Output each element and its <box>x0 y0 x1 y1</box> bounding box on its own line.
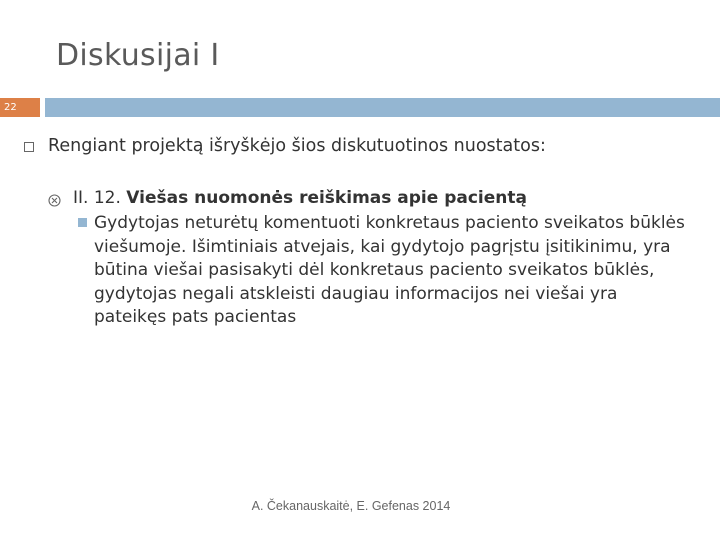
bullet-level-3 <box>78 212 688 330</box>
slide-footer: A. Čekanauskaitė, E. Gefenas 2014 <box>251 499 451 513</box>
slide-title: Diskusijai I <box>56 38 220 73</box>
bullet-level-1-text: Rengiant projektą išryškėjo šios diskutuotinos nuostatos: <box>48 136 546 156</box>
slide-number-badge: 22 <box>0 98 40 117</box>
bullet-level-3-text: Gydytojas neturėtų komentuoti konkretaus paciento sveikatos būklės viešumoje. Išimtiniais atvejais, kai gydytojo pagrįstu įsitikinimu, yra būtina viešai pasisakyti dėl konkretaus paciento sveikatos būklės, gydytojas negali atskleisti daugiau informacijos nei viešai yra pateikęs pats pacientas <box>94 213 685 327</box>
bullet-level-2-bold: Viešas nuomonės reiškimas apie pacientą <box>126 188 527 208</box>
bullet-level-2-text <box>73 188 527 208</box>
bullet-level-2-prefix: II. 12. <box>73 188 127 208</box>
filled-square-bullet-icon <box>78 218 87 227</box>
bullet-level-1 <box>24 136 546 156</box>
bullet-level-2 <box>48 188 527 208</box>
title-divider-bar <box>45 98 720 117</box>
square-bullet-icon <box>24 142 34 152</box>
circle-cross-bullet-icon <box>48 192 61 205</box>
